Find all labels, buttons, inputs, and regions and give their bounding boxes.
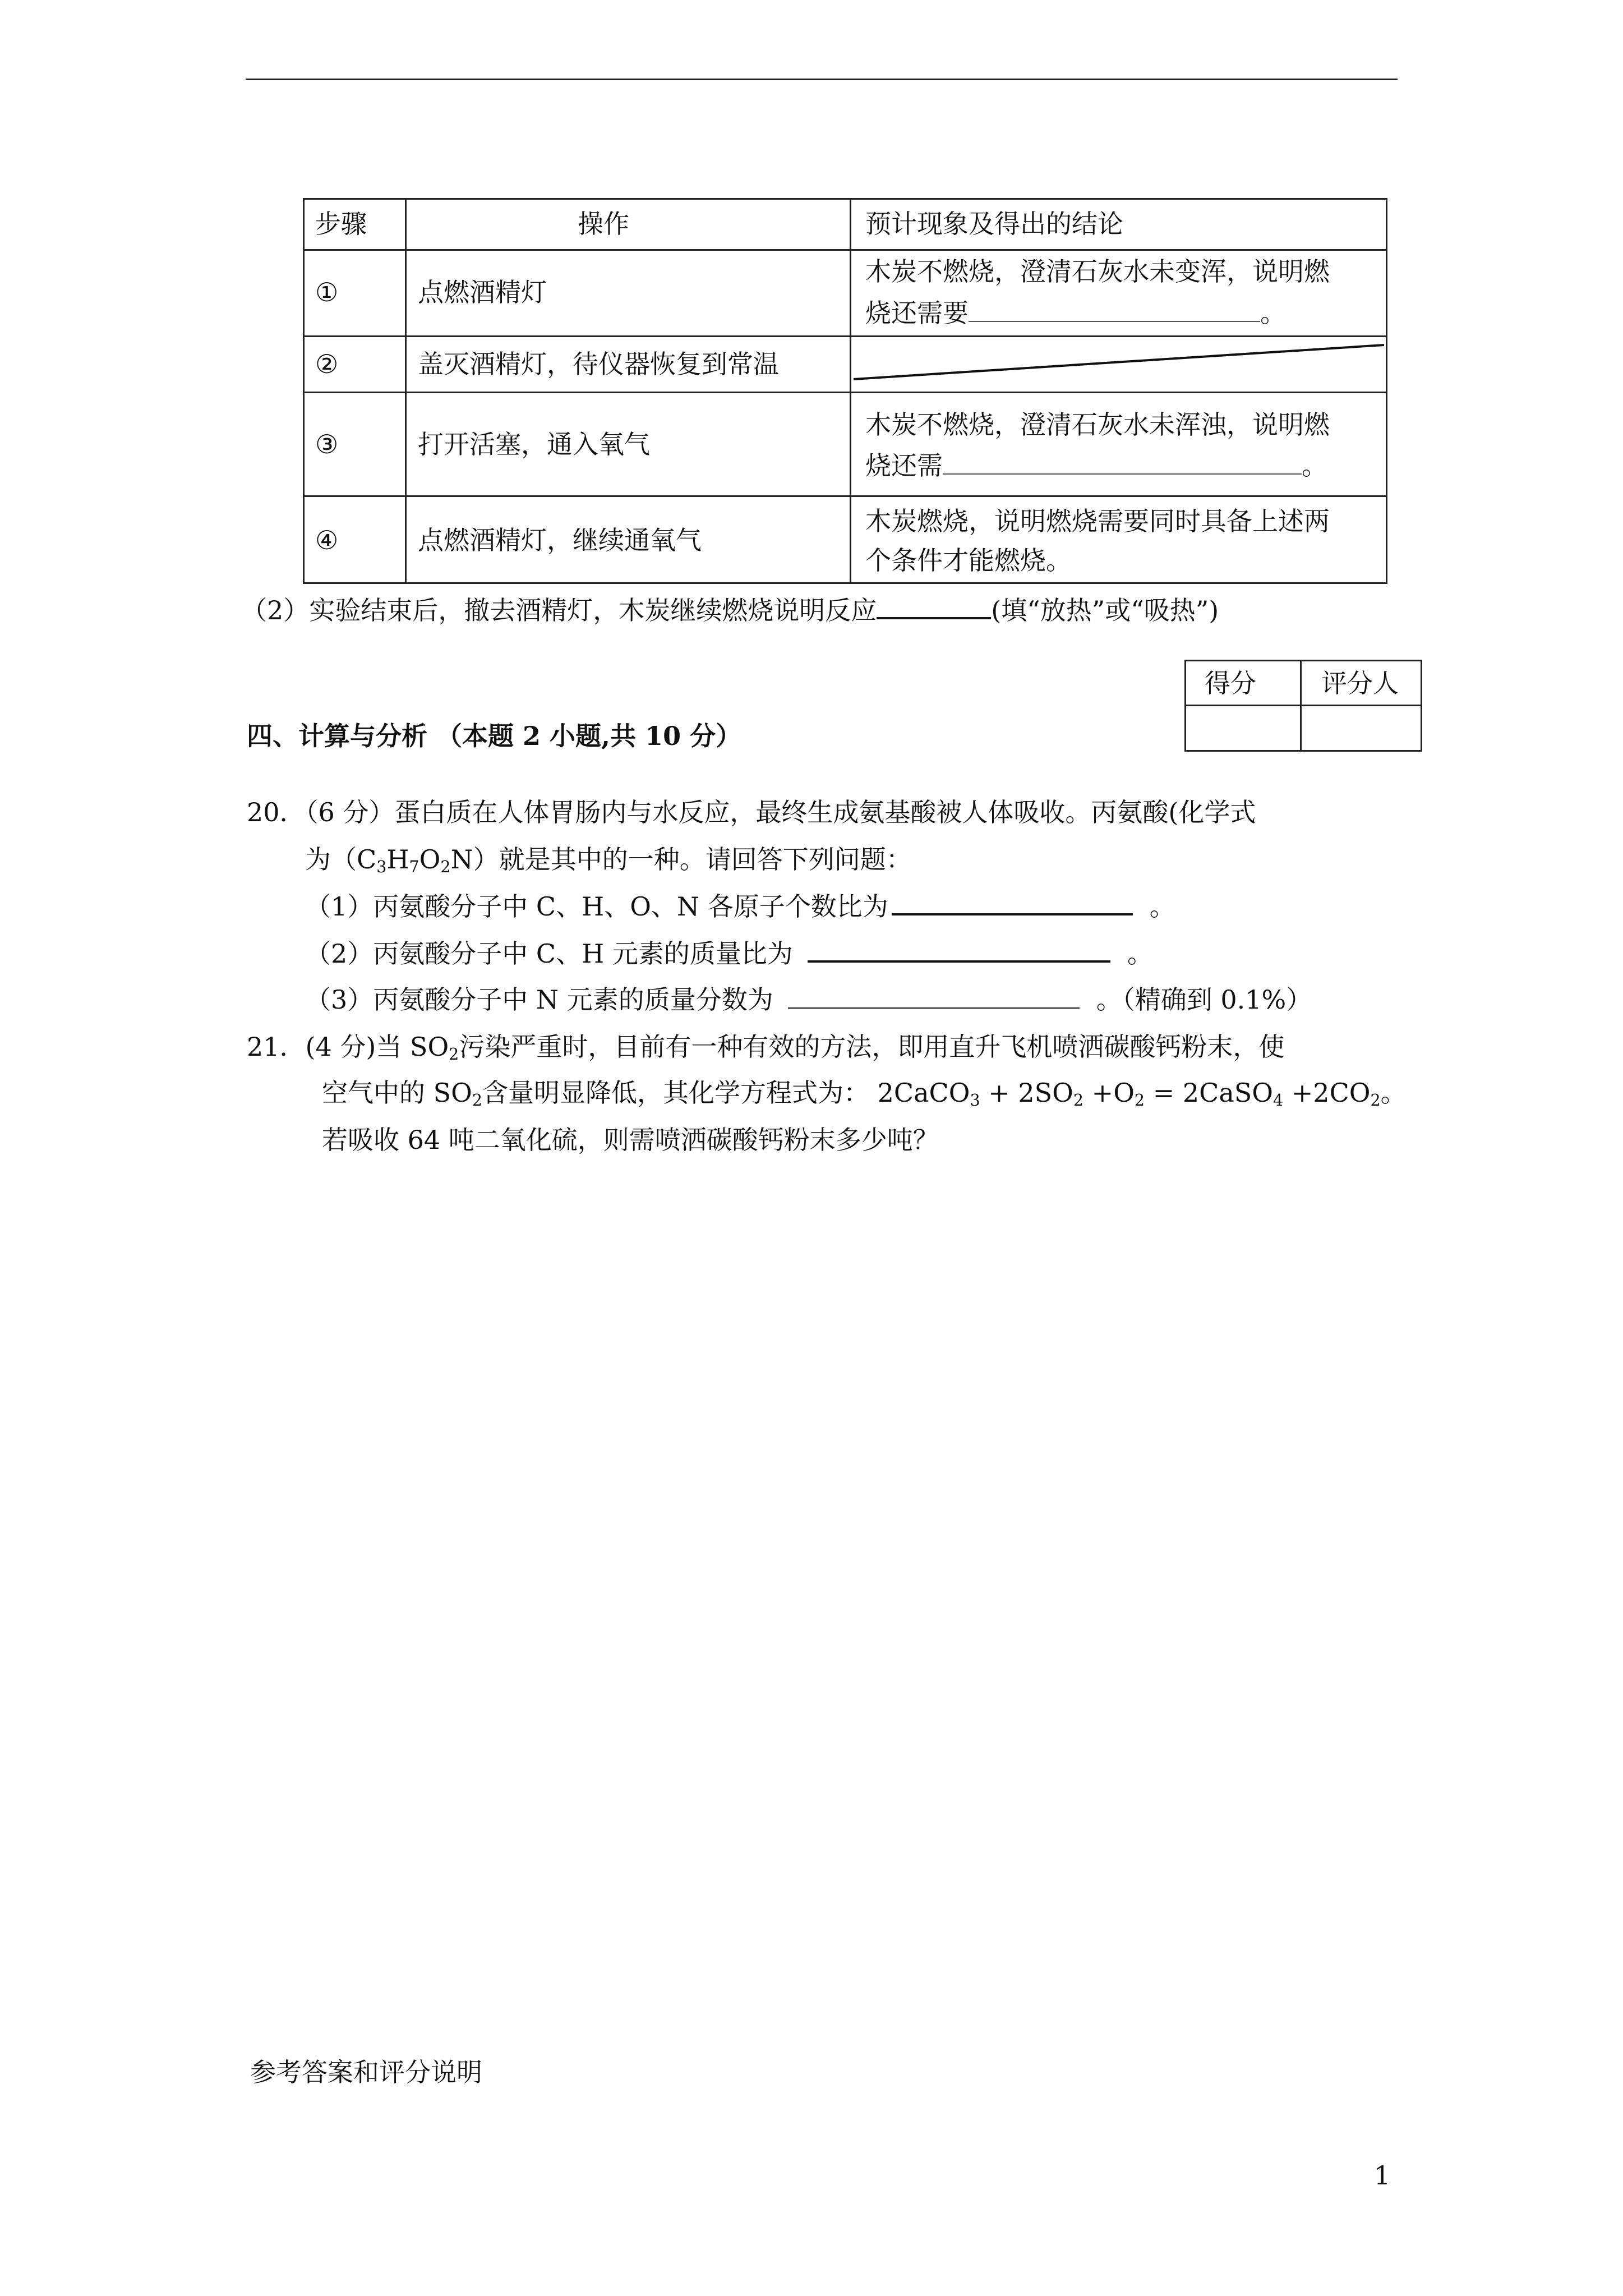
row4-step: ④ <box>315 525 339 555</box>
score-label: 得分 <box>1205 668 1256 698</box>
diagonal-strike <box>851 337 1386 392</box>
row4-operation: 点燃酒精灯，继续通氧气 <box>418 525 702 555</box>
row3-result-line1: 木炭不燃烧，澄清石灰水未浑浊，说明燃 <box>865 409 1330 440</box>
row3-answer-blank[interactable] <box>943 450 1302 475</box>
q21-line3: 若吸收 64 吨二氧化硫，则需喷洒碳酸钙粉末多少吨？ <box>322 1125 939 1155</box>
row1-operation: 点燃酒精灯 <box>418 277 547 307</box>
header-operation: 操作 <box>578 209 629 239</box>
q20-sub3: （3）丙氨酸分子中 N 元素的质量分数为 。（精确到 0.1%） <box>305 984 1312 1015</box>
q20-sub2: （2）丙氨酸分子中 C、H 元素的质量比为 。 <box>305 937 1153 970</box>
grader-label: 评分人 <box>1321 668 1399 698</box>
q20-line1: 20．（6 分）蛋白质在人体胃肠内与水反应，最终生成氨基酸被人体吸收。丙氨酸(化学式 <box>247 797 1256 827</box>
section-4-title: 四、计算与分析 （本题 2 小题,共 10 分） <box>247 721 742 751</box>
header-rule <box>246 79 1398 80</box>
row2-step: ② <box>315 349 339 379</box>
q20-sub3-blank[interactable] <box>788 984 1080 1009</box>
row4-result-line2: 个条件才能燃烧。 <box>865 545 1072 576</box>
question-2-line: （2）实验结束后，撤去酒精灯，木炭继续燃烧说明反应 (填“放热”或“吸热”) <box>241 593 1219 627</box>
row1-answer-blank[interactable] <box>969 298 1260 322</box>
grader-input-cell[interactable] <box>1302 706 1421 750</box>
q2-answer-blank[interactable] <box>877 594 991 619</box>
q21-line1: 21．(4 分)当 $SO_2$污染严重时，目前有一种有效的方法，即用直升飞机喷洒碳酸钙粉末，使 <box>247 1032 1285 1064</box>
row1-step: ① <box>315 277 339 307</box>
row3-operation: 打开活塞，通入氧气 <box>418 429 650 459</box>
page-number: 1 <box>1374 2160 1391 2191</box>
row1-result-line1: 木炭不燃烧，澄清石灰水未变浑，说明燃 <box>865 256 1330 287</box>
header-result: 预计现象及得出的结论 <box>865 209 1123 239</box>
header-step: 步骤 <box>315 209 367 239</box>
experiment-table <box>303 198 1387 584</box>
q20-sub2-blank[interactable] <box>808 937 1110 963</box>
answers-heading: 参考答案和评分说明 <box>250 2057 482 2087</box>
row1-result-line2: 烧还需要 。 <box>865 298 1286 328</box>
row4-result-line1: 木炭燃烧，说明燃烧需要同时具备上述两 <box>865 506 1330 536</box>
q20-sub1: （1）丙氨酸分子中 C、H、O、N 各原子个数比为 。 <box>305 890 1175 923</box>
q21-line2: 空气中的 $SO_2$含量明显降低，其化学方程式为： 2CaCO$_3$ + $2SO_2 +O_2$ = 2CaSO$_4$ $+2CO_2$。 <box>322 1078 1407 1110</box>
q20-sub1-blank[interactable] <box>892 890 1133 915</box>
score-box <box>1184 660 1422 752</box>
row3-result-line2: 烧还需 。 <box>865 450 1327 481</box>
q20-line2: 为$(C_3H_7O_2N)$就是其中的一种。请回答下列问题： <box>305 844 912 877</box>
row3-step: ③ <box>315 429 339 459</box>
row2-operation: 盖灭酒精灯，待仪器恢复到常温 <box>418 349 779 379</box>
score-input-cell[interactable] <box>1186 706 1300 750</box>
